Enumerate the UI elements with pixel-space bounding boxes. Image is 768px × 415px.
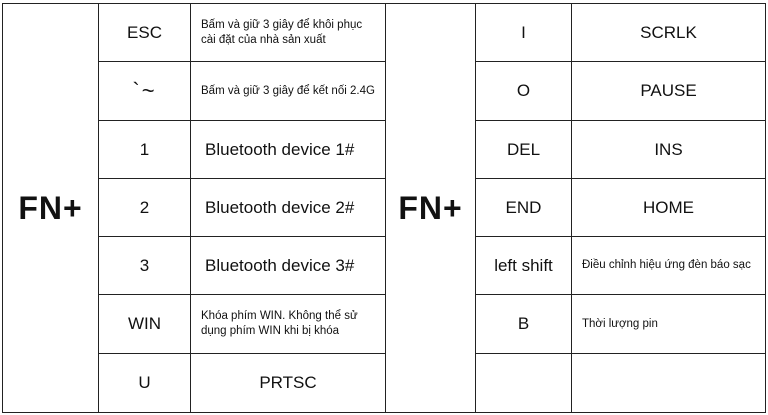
desc-left-shift: Điều chỉnh hiệu ứng đèn báo sạc bbox=[572, 237, 766, 295]
desc-del: INS bbox=[572, 121, 766, 179]
fn-label-left: FN+ bbox=[3, 4, 99, 413]
fn-label-right: FN+ bbox=[386, 4, 476, 413]
desc-2: Bluetooth device 2# bbox=[191, 179, 386, 237]
key-tilde: `~ bbox=[99, 62, 191, 121]
key-1: 1 bbox=[99, 121, 191, 179]
left-shortcut-table bbox=[2, 3, 386, 413]
key-2: 2 bbox=[99, 179, 191, 237]
key-3: 3 bbox=[99, 237, 191, 295]
key-empty bbox=[476, 354, 572, 413]
key-u: U bbox=[99, 354, 191, 413]
desc-i: SCRLK bbox=[572, 4, 766, 62]
key-del: DEL bbox=[476, 121, 572, 179]
key-i: I bbox=[476, 4, 572, 62]
key-end: END bbox=[476, 179, 572, 237]
desc-esc: Bấm và giữ 3 giây để khôi phục cài đặt của nhà sản xuất bbox=[191, 4, 386, 62]
key-o: O bbox=[476, 62, 572, 121]
desc-1: Bluetooth device 1# bbox=[191, 121, 386, 179]
desc-empty bbox=[572, 354, 766, 413]
key-esc: ESC bbox=[99, 4, 191, 62]
key-win: WIN bbox=[99, 295, 191, 354]
key-left-shift: left shift bbox=[476, 237, 572, 295]
desc-u: PRTSC bbox=[191, 354, 386, 413]
desc-win: Khóa phím WIN. Không thể sử dụng phím WIN khi bị khóa bbox=[191, 295, 386, 354]
desc-b: Thời lượng pin bbox=[572, 295, 766, 354]
desc-tilde: Bấm và giữ 3 giây để kết nối 2.4G bbox=[191, 62, 386, 121]
key-b: B bbox=[476, 295, 572, 354]
desc-o: PAUSE bbox=[572, 62, 766, 121]
desc-end: HOME bbox=[572, 179, 766, 237]
right-shortcut-table bbox=[385, 3, 766, 413]
desc-3: Bluetooth device 3# bbox=[191, 237, 386, 295]
